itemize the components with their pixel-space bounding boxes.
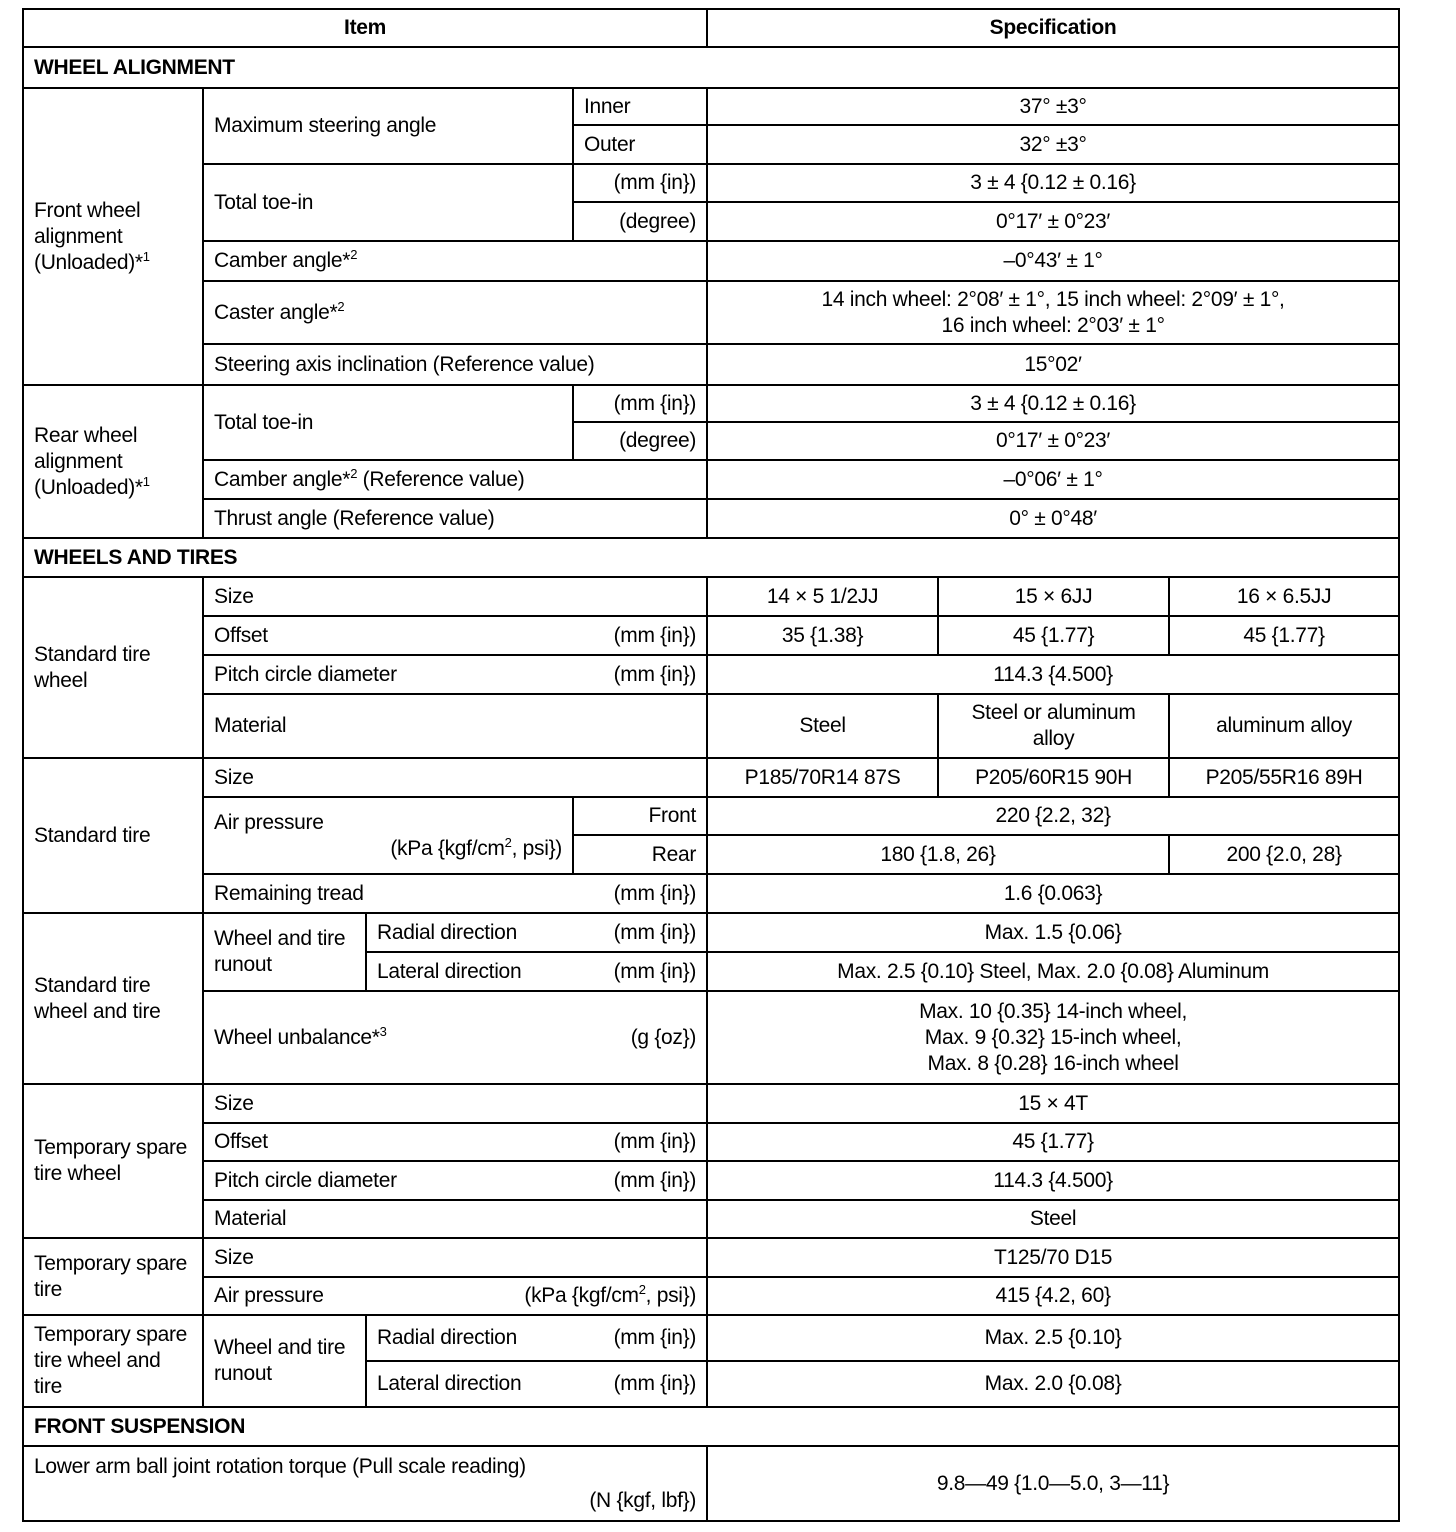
spec-header: Specification: [707, 9, 1399, 47]
section-front-suspension: FRONT SUSPENSION: [23, 1407, 1399, 1446]
thrust-label: Thrust angle (Reference value): [203, 499, 707, 538]
rear-camber-label: Camber angle*$^2$ (Reference value): [203, 460, 707, 499]
outer-label: Outer: [573, 125, 707, 164]
tread-value: 1.6 {0.063}: [707, 874, 1399, 913]
unit: (degree): [573, 422, 707, 460]
torque-value: 9.8—49 {1.0—5.0, 3—11}: [707, 1446, 1399, 1521]
group-rear-alignment: Rear wheel alignment (Unloaded)*$^1$: [23, 385, 203, 538]
rear-toe-label: Total toe-in: [203, 385, 573, 460]
front-toe-mm: 3 ± 4 {0.12 ± 0.16}: [707, 164, 1399, 202]
front-camber-value: –0°43′ ± 1°: [707, 241, 1399, 281]
spare-tire-size: T125/70 D15: [707, 1238, 1399, 1277]
air-pressure-label: Air pressure (kPa {$kgf/cm^2$, psi}): [203, 797, 573, 874]
tread-label: Remaining tread (mm {in}): [203, 874, 707, 913]
spare-air: 415 {4.2, 60}: [707, 1277, 1399, 1315]
caster-value: 14 inch wheel: 2°08′ ± 1°, 15 inch wheel: 2°09′ ± 1°, 16 inch wheel: 2°03′ ± 1°: [707, 281, 1399, 344]
inner-value: 37° ±3°: [707, 88, 1399, 125]
spare-air-label: Air pressure (kPa {$kgf/cm^2$, psi}): [203, 1277, 707, 1315]
group-std-wheel: Standard tire wheel: [23, 577, 203, 758]
material-label: Material: [203, 694, 707, 758]
torque-label: Lower arm ball joint rotation torque (Pull scale reading) (N {kgf, lbf}): [23, 1446, 707, 1521]
inner-label: Inner: [573, 88, 707, 125]
radial-value: Max. 1.5 {0.06}: [707, 913, 1399, 952]
thrust-value: 0° ± 0°48′: [707, 499, 1399, 538]
group-spare-tire: Temporary spare tire: [23, 1238, 203, 1315]
group-std-wheel-tire: Standard tire wheel and tire: [23, 913, 203, 1084]
tire-size-label: Size: [203, 758, 707, 797]
wheel-offset-label: Offset (mm {in}): [203, 616, 707, 655]
item-header: Item: [23, 9, 707, 47]
spare-wheel-size: 15 × 4T: [707, 1084, 1399, 1123]
section-wheels-tires: WHEELS AND TIRES: [23, 538, 1399, 577]
sai-label: Steering axis inclination (Reference value): [203, 344, 707, 385]
spare-lateral: Max. 2.0 {0.08}: [707, 1361, 1399, 1407]
pcd-label: Pitch circle diameter (mm {in}): [203, 655, 707, 694]
spare-offset-label: Offset (mm {in}): [203, 1123, 707, 1161]
rear-camber-value: –0°06′ ± 1°: [707, 460, 1399, 499]
unit: (mm {in}): [573, 164, 707, 202]
spare-material-label: Material: [203, 1200, 707, 1238]
pcd-value: 114.3 {4.500}: [707, 655, 1399, 694]
unit: (degree): [573, 202, 707, 241]
group-std-tire: Standard tire: [23, 758, 203, 913]
offset-14: 35 {1.38}: [707, 616, 938, 655]
runout-label: Wheel and tire runout: [203, 913, 366, 991]
front-camber-label: Camber angle*$^2$: [203, 241, 707, 281]
front-pressure: 220 {2.2, 32}: [707, 797, 1399, 835]
unbalance-value: Max. 10 {0.35} 14-inch wheel, Max. 9 {0.32} 15-inch wheel, Max. 8 {0.28} 16-inch wheel: [707, 991, 1399, 1084]
spare-radial-label: Radial direction (mm {in}): [366, 1315, 707, 1361]
sai-value: 15°02′: [707, 344, 1399, 385]
group-front-alignment: Front wheel alignment (Unloaded)*$^1$: [23, 88, 203, 385]
unbalance-label: Wheel unbalance*$^3$ (g {oz}): [203, 991, 707, 1084]
wheel-size-15: 15 × 6JJ: [938, 577, 1169, 616]
section-wheel-alignment: WHEEL ALIGNMENT: [23, 47, 1399, 88]
spec-table: [22, 8, 1400, 1522]
unit: (mm {in}): [573, 385, 707, 422]
front-label: Front: [573, 797, 707, 835]
spare-offset: 45 {1.77}: [707, 1123, 1399, 1161]
spare-tire-size-label: Size: [203, 1238, 707, 1277]
spare-runout-label: Wheel and tire runout: [203, 1315, 366, 1407]
spare-pcd-label: Pitch circle diameter (mm {in}): [203, 1161, 707, 1200]
wheel-size-14: 14 × 5 1/2JJ: [707, 577, 938, 616]
spare-pcd: 114.3 {4.500}: [707, 1161, 1399, 1200]
rear-label: Rear: [573, 835, 707, 874]
spare-material: Steel: [707, 1200, 1399, 1238]
lateral-label: Lateral direction (mm {in}): [366, 952, 707, 991]
material-14: Steel: [707, 694, 938, 758]
front-toe-deg: 0°17′ ± 0°23′: [707, 202, 1399, 241]
radial-label: Radial direction (mm {in}): [366, 913, 707, 952]
rear-pressure-14-15: 180 {1.8, 26}: [707, 835, 1169, 874]
material-15: Steel or aluminum alloy: [938, 694, 1169, 758]
offset-15: 45 {1.77}: [938, 616, 1169, 655]
tire-size-15: P205/60R15 90H: [938, 758, 1169, 797]
caster-label: Caster angle*$^2$: [203, 281, 707, 344]
spare-radial: Max. 2.5 {0.10}: [707, 1315, 1399, 1361]
rear-toe-mm: 3 ± 4 {0.12 ± 0.16}: [707, 385, 1399, 422]
offset-16: 45 {1.77}: [1169, 616, 1399, 655]
material-16: aluminum alloy: [1169, 694, 1399, 758]
wheel-size-label: Size: [203, 577, 707, 616]
spare-wheel-size-label: Size: [203, 1084, 707, 1123]
tire-size-14: P185/70R14 87S: [707, 758, 938, 797]
lateral-value: Max. 2.5 {0.10} Steel, Max. 2.0 {0.08} Aluminum: [707, 952, 1399, 991]
tire-size-16: P205/55R16 89H: [1169, 758, 1399, 797]
spare-lateral-label: Lateral direction (mm {in}): [366, 1361, 707, 1407]
group-spare-wheel: Temporary spare tire wheel: [23, 1084, 203, 1238]
front-toe-label: Total toe-in: [203, 164, 573, 241]
wheel-size-16: 16 × 6.5JJ: [1169, 577, 1399, 616]
rear-pressure-16: 200 {2.0, 28}: [1169, 835, 1399, 874]
outer-value: 32° ±3°: [707, 125, 1399, 164]
header-row: [23, 9, 1399, 47]
group-spare-wheel-tire: Temporary spare tire wheel and tire: [23, 1315, 203, 1407]
max-steering-label: Maximum steering angle: [203, 88, 573, 164]
rear-toe-deg: 0°17′ ± 0°23′: [707, 422, 1399, 460]
